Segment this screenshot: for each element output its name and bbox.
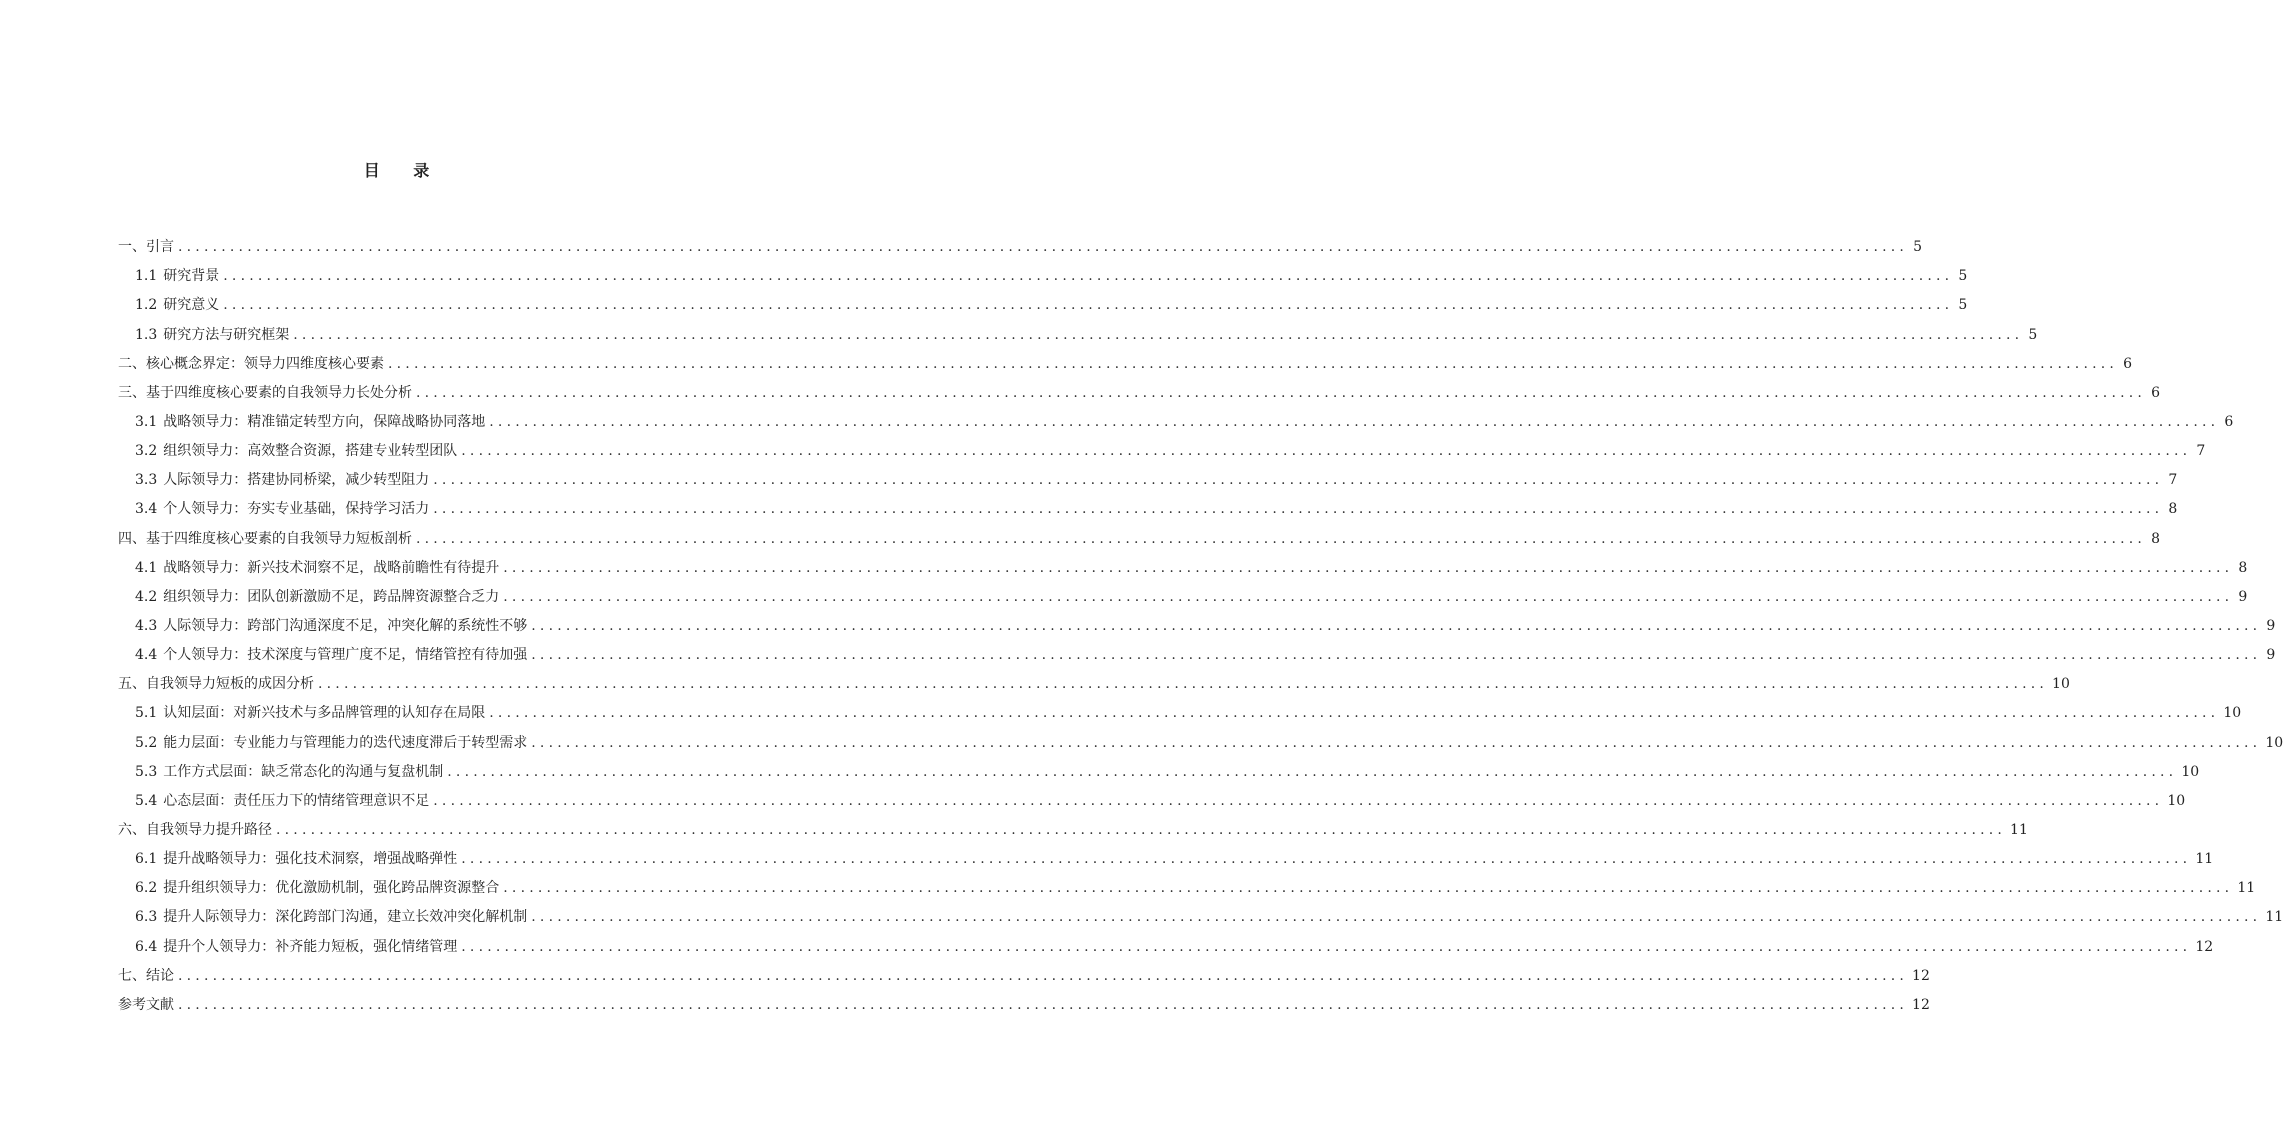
dot-leader: ........................................................................................................................................................................................................ bbox=[276, 821, 2007, 838]
toc-entry-chapter[interactable] bbox=[118, 957, 1930, 986]
section-number: 1.3 bbox=[135, 326, 158, 343]
entry-title: 提升战略领导力：强化技术洞察，增强战略弹性 bbox=[163, 851, 458, 868]
toc-entry-section[interactable] bbox=[118, 286, 1968, 315]
dot-leader: ........................................................................................................................................................................................................ bbox=[461, 443, 2192, 460]
page-number: 11 bbox=[2237, 880, 2256, 897]
toc-entry-section[interactable] bbox=[118, 782, 2186, 811]
toc-entry-section[interactable] bbox=[118, 315, 2038, 344]
toc-entry-section[interactable] bbox=[118, 723, 2283, 752]
entry-title: 战略领导力：新兴技术洞察不足，战略前瞻性有待提升 bbox=[163, 559, 500, 576]
toc-entry-section[interactable] bbox=[118, 636, 2276, 665]
dot-leader: ........................................................................................................................................................................................................ bbox=[178, 996, 1909, 1013]
page-number: 6 bbox=[2151, 384, 2161, 401]
toc-entry-section[interactable] bbox=[118, 432, 2206, 461]
dot-leader: ........................................................................................................................................................................................................ bbox=[416, 384, 2147, 401]
page-number: 10 bbox=[2181, 763, 2200, 780]
page-number: 8 bbox=[2238, 559, 2248, 576]
toc-entry-chapter[interactable] bbox=[118, 374, 2161, 403]
entry-title: 组织领导力：团队创新激励不足，跨品牌资源整合乏力 bbox=[163, 588, 500, 605]
entry-title: 七、结论 bbox=[118, 967, 174, 984]
page-number: 11 bbox=[2265, 909, 2283, 926]
toc-entry-section[interactable] bbox=[118, 257, 1968, 286]
entry-title: 组织领导力：高效整合资源，搭建专业转型团队 bbox=[163, 443, 458, 460]
toc-entry-chapter[interactable] bbox=[118, 345, 2133, 374]
entry-title: 二、核心概念界定：领导力四维度核心要素 bbox=[118, 355, 384, 372]
section-number: 3.4 bbox=[135, 501, 158, 518]
dot-leader: ........................................................................................................................................................................................................ bbox=[531, 909, 2262, 926]
page-number: 6 bbox=[2123, 355, 2133, 372]
dot-leader: ........................................................................................................................................................................................................ bbox=[503, 559, 2234, 576]
page-number: 5 bbox=[2028, 326, 2038, 343]
page-number: 10 bbox=[2052, 676, 2070, 693]
toc-entry-section[interactable] bbox=[118, 869, 2256, 898]
entry-title: 人际领导力：跨部门沟通深度不足，冲突化解的系统性不够 bbox=[163, 617, 528, 634]
toc-entry-section[interactable] bbox=[118, 840, 2214, 869]
section-number: 6.2 bbox=[135, 880, 158, 897]
page-number: 7 bbox=[2196, 443, 2206, 460]
toc-entry-section[interactable] bbox=[118, 549, 2248, 578]
page-number: 11 bbox=[2195, 851, 2214, 868]
page-number: 12 bbox=[2195, 938, 2214, 955]
entry-title: 提升个人领导力：补齐能力短板，强化情绪管理 bbox=[163, 938, 458, 955]
toc-entry-section[interactable] bbox=[118, 898, 2283, 927]
section-number: 6.3 bbox=[135, 909, 158, 926]
page-number: 12 bbox=[1912, 967, 1930, 984]
entry-title: 战略领导力：精准锚定转型方向，保障战略协同落地 bbox=[163, 413, 486, 430]
section-number: 1.1 bbox=[135, 268, 158, 285]
section-number: 4.2 bbox=[135, 588, 158, 605]
section-number: 4.4 bbox=[135, 647, 158, 664]
entry-title: 四、基于四维度核心要素的自我领导力短板剖析 bbox=[118, 530, 412, 547]
page-number: 11 bbox=[2010, 821, 2028, 838]
dot-leader: ........................................................................................................................................................................................................ bbox=[503, 588, 2234, 605]
page-number: 10 bbox=[2265, 734, 2283, 751]
entry-title: 参考文献 bbox=[118, 996, 174, 1013]
section-number: 3.3 bbox=[135, 472, 158, 489]
section-number: 5.3 bbox=[135, 763, 158, 780]
toc-entry-section[interactable] bbox=[118, 490, 2178, 519]
entry-title: 研究背景 bbox=[163, 268, 220, 285]
entry-title: 心态层面：责任压力下的情绪管理意识不足 bbox=[163, 792, 430, 809]
toc-entry-chapter[interactable] bbox=[118, 519, 2161, 548]
entry-title: 一、引言 bbox=[118, 239, 174, 256]
page-number: 10 bbox=[2223, 705, 2242, 722]
toc-entry-chapter[interactable] bbox=[118, 986, 1930, 1015]
toc-title: 目 录 bbox=[363, 161, 444, 180]
toc-entry-section[interactable] bbox=[118, 403, 2234, 432]
entry-title: 个人领导力：技术深度与管理广度不足，情绪管控有待加强 bbox=[163, 647, 528, 664]
dot-leader: ........................................................................................................................................................................................................ bbox=[416, 530, 2147, 547]
entry-title: 人际领导力：搭建协同桥梁，减少转型阻力 bbox=[163, 472, 430, 489]
page-number: 5 bbox=[1958, 268, 1968, 285]
entry-title: 提升组织领导力：优化激励机制，强化跨品牌资源整合 bbox=[163, 880, 500, 897]
page-number: 7 bbox=[2168, 472, 2178, 489]
entry-title: 研究方法与研究框架 bbox=[163, 326, 290, 343]
dot-leader: ........................................................................................................................................................................................................ bbox=[178, 967, 1909, 984]
section-number: 1.2 bbox=[135, 297, 158, 314]
dot-leader: ........................................................................................................................................................................................................ bbox=[223, 297, 1954, 314]
section-number: 5.4 bbox=[135, 792, 158, 809]
entry-title: 六、自我领导力提升路径 bbox=[118, 821, 272, 838]
section-number: 4.1 bbox=[135, 559, 158, 576]
dot-leader: ........................................................................................................................................................................................................ bbox=[461, 938, 2192, 955]
entry-title: 个人领导力：夯实专业基础，保持学习活力 bbox=[163, 501, 430, 518]
toc-entry-chapter[interactable] bbox=[118, 228, 1923, 257]
entry-title: 五、自我领导力短板的成因分析 bbox=[118, 676, 314, 693]
entry-title: 工作方式层面：缺乏常态化的沟通与复盘机制 bbox=[163, 763, 444, 780]
section-number: 3.1 bbox=[135, 413, 158, 430]
toc-entry-section[interactable] bbox=[118, 461, 2178, 490]
dot-leader: ........................................................................................................................................................................................................ bbox=[461, 851, 2192, 868]
section-number: 5.1 bbox=[135, 705, 158, 722]
section-number: 6.1 bbox=[135, 851, 158, 868]
page-number: 5 bbox=[1913, 239, 1923, 256]
entry-title: 三、基于四维度核心要素的自我领导力长处分析 bbox=[118, 384, 412, 401]
page-number: 5 bbox=[1958, 297, 1968, 314]
dot-leader: ........................................................................................................................................................................................................ bbox=[433, 792, 2164, 809]
dot-leader: ........................................................................................................................................................................................................ bbox=[433, 501, 2164, 518]
toc-entry-section[interactable] bbox=[118, 753, 2200, 782]
page-number: 8 bbox=[2168, 501, 2178, 518]
page-number: 8 bbox=[2151, 530, 2161, 547]
section-number: 6.4 bbox=[135, 938, 158, 955]
dot-leader: ........................................................................................................................................................................................................ bbox=[388, 355, 2119, 372]
page-number: 9 bbox=[2266, 647, 2276, 664]
entry-title: 提升人际领导力：深化跨部门沟通，建立长效冲突化解机制 bbox=[163, 909, 528, 926]
toc-entry-section[interactable] bbox=[118, 578, 2248, 607]
toc-entry-section[interactable] bbox=[118, 694, 2242, 723]
dot-leader: ........................................................................................................................................................................................................ bbox=[178, 239, 1909, 256]
page-number: 12 bbox=[1912, 996, 1930, 1013]
dot-leader: ........................................................................................................................................................................................................ bbox=[489, 705, 2220, 722]
dot-leader: ........................................................................................................................................................................................................ bbox=[293, 326, 2024, 343]
toc-entry-chapter[interactable] bbox=[118, 665, 2070, 694]
section-number: 5.2 bbox=[135, 734, 158, 751]
entry-title: 研究意义 bbox=[163, 297, 220, 314]
page-number: 6 bbox=[2224, 413, 2234, 430]
page-number: 9 bbox=[2238, 588, 2248, 605]
dot-leader: ........................................................................................................................................................................................................ bbox=[503, 880, 2234, 897]
dot-leader: ........................................................................................................................................................................................................ bbox=[489, 413, 2220, 430]
dot-leader: ........................................................................................................................................................................................................ bbox=[531, 734, 2262, 751]
section-number: 3.2 bbox=[135, 443, 158, 460]
page-number: 9 bbox=[2266, 617, 2276, 634]
section-number: 4.3 bbox=[135, 617, 158, 634]
toc-entry-section[interactable] bbox=[118, 607, 2276, 636]
toc-entry-section[interactable] bbox=[118, 927, 2214, 956]
dot-leader: ........................................................................................................................................................................................................ bbox=[531, 647, 2262, 664]
page-number: 10 bbox=[2167, 792, 2186, 809]
dot-leader: ........................................................................................................................................................................................................ bbox=[531, 617, 2262, 634]
dot-leader: ........................................................................................................................................................................................................ bbox=[447, 763, 2178, 780]
dot-leader: ........................................................................................................................................................................................................ bbox=[433, 472, 2164, 489]
entry-title: 能力层面：专业能力与管理能力的迭代速度滞后于转型需求 bbox=[163, 734, 528, 751]
table-of-contents bbox=[118, 228, 2283, 1015]
toc-entry-chapter[interactable] bbox=[118, 811, 2028, 840]
dot-leader: ........................................................................................................................................................................................................ bbox=[318, 676, 2049, 693]
entry-title: 认知层面：对新兴技术与多品牌管理的认知存在局限 bbox=[163, 705, 486, 722]
dot-leader: ........................................................................................................................................................................................................ bbox=[223, 268, 1954, 285]
